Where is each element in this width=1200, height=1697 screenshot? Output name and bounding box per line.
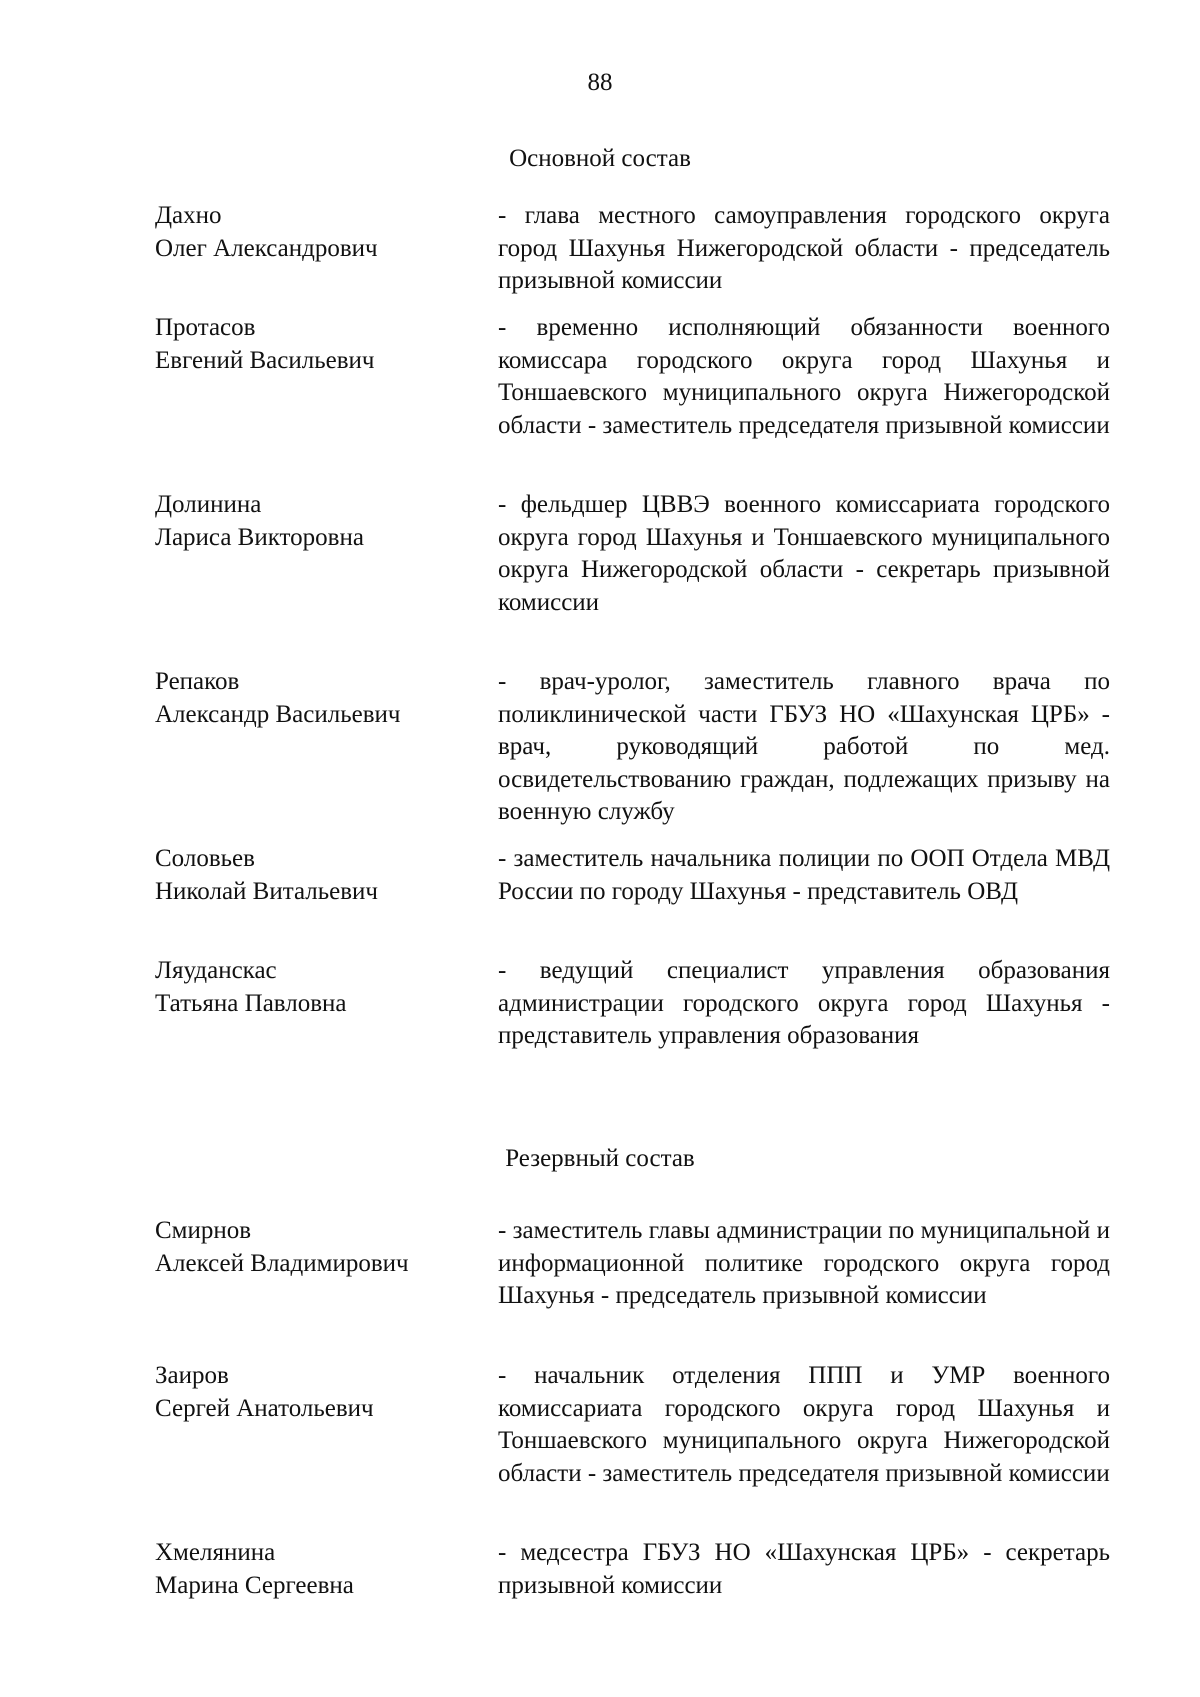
member-name: Репаков Александр Васильевич	[155, 668, 401, 728]
member-name: Хмелянина Марина Сергеевна	[155, 1539, 354, 1599]
member-name: Смирнов Алексей Владимирович	[155, 1217, 409, 1277]
member-name: Ляуданскас Татьяна Павловна	[155, 957, 347, 1017]
member-role: - глава местного самоуправления городского округа город Шахунья Нижегородской области - председатель призывной комиссии	[498, 202, 1110, 294]
member-name: Протасов Евгений Васильевич	[155, 314, 375, 374]
member-name: Долинина Лариса Викторовна	[155, 491, 364, 551]
member-role: - фельдшер ЦВВЭ военного комиссариата городского округа город Шахунья и Тоншаевского муниципального округа Нижегородской области - секретарь призывной комиссии	[498, 491, 1110, 616]
section-title-main: Основной состав	[509, 145, 691, 172]
member-role: - временно исполняющий обязанности военного комиссара городского округа город Шахунья и Тоншаевского муниципального округа Нижегородской области - заместитель председателя призывной комиссии	[498, 314, 1110, 439]
member-role: - заместитель начальника полиции по ООП Отдела МВД России по городу Шахунья - представитель ОВД	[498, 845, 1110, 905]
member-name: Заиров Сергей Анатольевич	[155, 1362, 374, 1422]
member-role: - врач-уролог, заместитель главного врача по поликлинической части ГБУЗ НО «Шахунская ЦРБ» - врач, руководящий работой по мед. освидетельствованию граждан, подлежащих призыву на военную службу	[498, 668, 1110, 825]
section-title-reserve: Резервный состав	[505, 1145, 695, 1172]
member-role: - медсестра ГБУЗ НО «Шахунская ЦРБ» - секретарь призывной комиссии	[498, 1539, 1110, 1599]
page-number: 88	[587, 69, 613, 96]
member-role: - заместитель главы администрации по муниципальной и информационной политике городского округа город Шахунья - председатель призывной комиссии	[498, 1217, 1110, 1309]
member-name: Дахно Олег Александрович	[155, 202, 378, 262]
member-name: Соловьев Николай Витальевич	[155, 845, 379, 905]
member-role: - начальник отделения ППП и УМР военного комиссариата городского округа город Шахунья и Тоншаевского муниципального округа Нижегородской области - заместитель председателя призывной комиссии	[498, 1362, 1110, 1487]
member-role: - ведущий специалист управления образования администрации городского округа город Шахунья - представитель управления образования	[498, 957, 1110, 1049]
